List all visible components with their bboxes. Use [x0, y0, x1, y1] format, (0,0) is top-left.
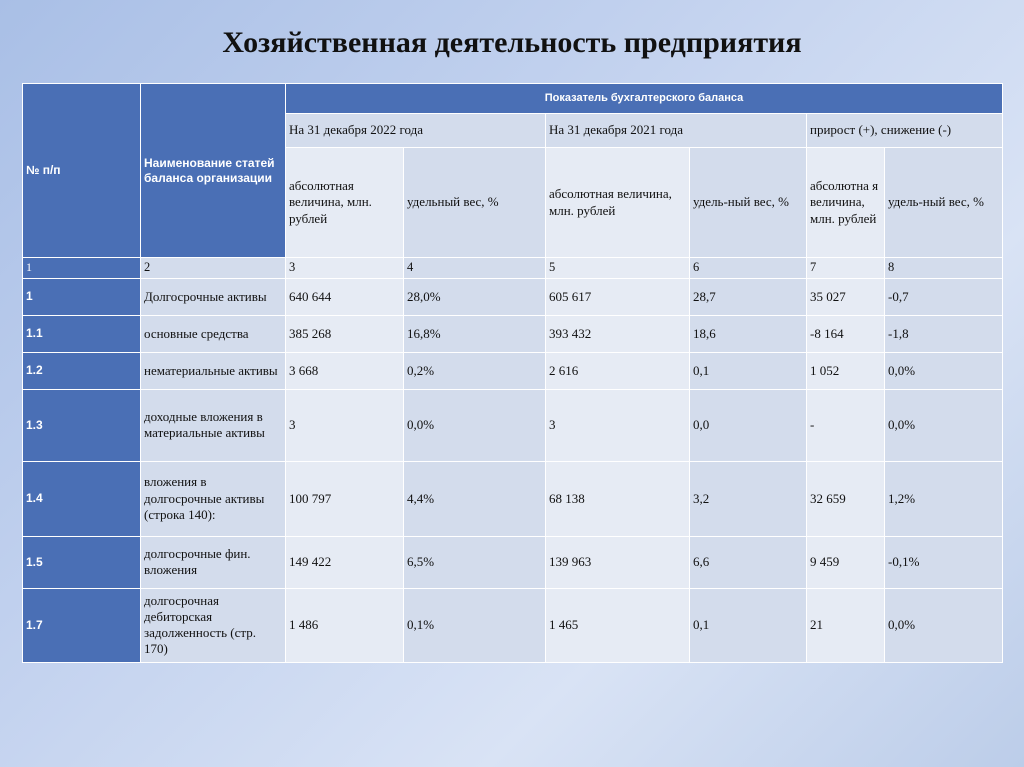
value-share-2021: 0,1 [690, 352, 807, 389]
header-abs-2021: абсолютная величина, млн. рублей [546, 148, 690, 258]
row-name: нематериальные активы [141, 352, 286, 389]
row-num: 1.3 [23, 389, 141, 461]
value-abs-growth: 9 459 [807, 536, 885, 588]
value-share-2022: 4,4% [404, 461, 546, 536]
index-cell: 1 [23, 258, 141, 279]
slide-title: Хозяйственная деятельность предприятия [222, 26, 802, 59]
index-cell: 6 [690, 258, 807, 279]
table-row [23, 461, 1003, 536]
value-share-growth: 0,0% [885, 352, 1003, 389]
value-share-growth: 0,0% [885, 389, 1003, 461]
header-share-2021: удель-ный вес, % [690, 148, 807, 258]
row-name: Долгосрочные активы [141, 278, 286, 315]
index-cell: 4 [404, 258, 546, 279]
row-num: 1 [23, 278, 141, 315]
value-share-growth: -0,1% [885, 536, 1003, 588]
value-abs-2022: 385 268 [286, 315, 404, 352]
table-row [23, 315, 1003, 352]
table-row [23, 352, 1003, 389]
value-abs-growth: 32 659 [807, 461, 885, 536]
value-share-2021: 18,6 [690, 315, 807, 352]
value-share-2021: 0,0 [690, 389, 807, 461]
header-num: № п/п [23, 84, 141, 258]
header-abs-2022: абсолютная величина, млн. рублей [286, 148, 404, 258]
value-abs-2021: 3 [546, 389, 690, 461]
value-abs-2022: 3 668 [286, 352, 404, 389]
value-share-2022: 0,1% [404, 588, 546, 662]
value-share-growth: 0,0% [885, 588, 1003, 662]
row-num: 1.5 [23, 536, 141, 588]
value-abs-2021: 68 138 [546, 461, 690, 536]
header-abs-growth: абсолютна я величина, млн. рублей [807, 148, 885, 258]
value-share-growth: 1,2% [885, 461, 1003, 536]
value-share-2022: 0,2% [404, 352, 546, 389]
row-name: долгосрочные фин. вложения [141, 536, 286, 588]
value-abs-2022: 100 797 [286, 461, 404, 536]
header-name: Наименование статей баланса организации [141, 84, 286, 258]
header-period-2021: На 31 декабря 2021 года [546, 114, 807, 148]
value-abs-2021: 605 617 [546, 278, 690, 315]
value-abs-2021: 1 465 [546, 588, 690, 662]
value-share-2022: 28,0% [404, 278, 546, 315]
row-num: 1.7 [23, 588, 141, 662]
index-cell: 2 [141, 258, 286, 279]
index-cell: 8 [885, 258, 1003, 279]
row-num: 1.2 [23, 352, 141, 389]
row-name: доходные вложения в материальные активы [141, 389, 286, 461]
value-abs-2021: 139 963 [546, 536, 690, 588]
value-abs-growth: 1 052 [807, 352, 885, 389]
value-share-2022: 6,5% [404, 536, 546, 588]
header-indicator: Показатель бухгалтерского баланса [286, 84, 1003, 114]
table-row [23, 389, 1003, 461]
value-share-2022: 16,8% [404, 315, 546, 352]
value-abs-2021: 393 432 [546, 315, 690, 352]
table-row [23, 278, 1003, 315]
header-share-growth: удель-ный вес, % [885, 148, 1003, 258]
value-abs-growth: -8 164 [807, 315, 885, 352]
index-cell: 7 [807, 258, 885, 279]
value-abs-2022: 149 422 [286, 536, 404, 588]
value-share-2021: 28,7 [690, 278, 807, 315]
value-abs-2022: 640 644 [286, 278, 404, 315]
value-share-growth: -0,7 [885, 278, 1003, 315]
value-abs-growth: 35 027 [807, 278, 885, 315]
value-abs-2022: 1 486 [286, 588, 404, 662]
table-row [23, 588, 1003, 662]
value-share-2022: 0,0% [404, 389, 546, 461]
value-abs-2021: 2 616 [546, 352, 690, 389]
balance-table [22, 83, 1003, 663]
table-row [23, 536, 1003, 588]
header-period-2022: На 31 декабря 2022 года [286, 114, 546, 148]
row-name: основные средства [141, 315, 286, 352]
value-share-2021: 3,2 [690, 461, 807, 536]
value-abs-2022: 3 [286, 389, 404, 461]
header-share-2022: удельный вес, % [404, 148, 546, 258]
value-share-2021: 0,1 [690, 588, 807, 662]
index-cell: 3 [286, 258, 404, 279]
value-share-2021: 6,6 [690, 536, 807, 588]
index-cell: 5 [546, 258, 690, 279]
value-abs-growth: - [807, 389, 885, 461]
row-num: 1.4 [23, 461, 141, 536]
value-abs-growth: 21 [807, 588, 885, 662]
row-name: долгосрочная дебиторская задолженность (стр. 170) [141, 588, 286, 662]
header-growth: прирост (+), снижение (-) [807, 114, 1003, 148]
value-share-growth: -1,8 [885, 315, 1003, 352]
row-name: вложения в долгосрочные активы (строка 140): [141, 461, 286, 536]
row-num: 1.1 [23, 315, 141, 352]
